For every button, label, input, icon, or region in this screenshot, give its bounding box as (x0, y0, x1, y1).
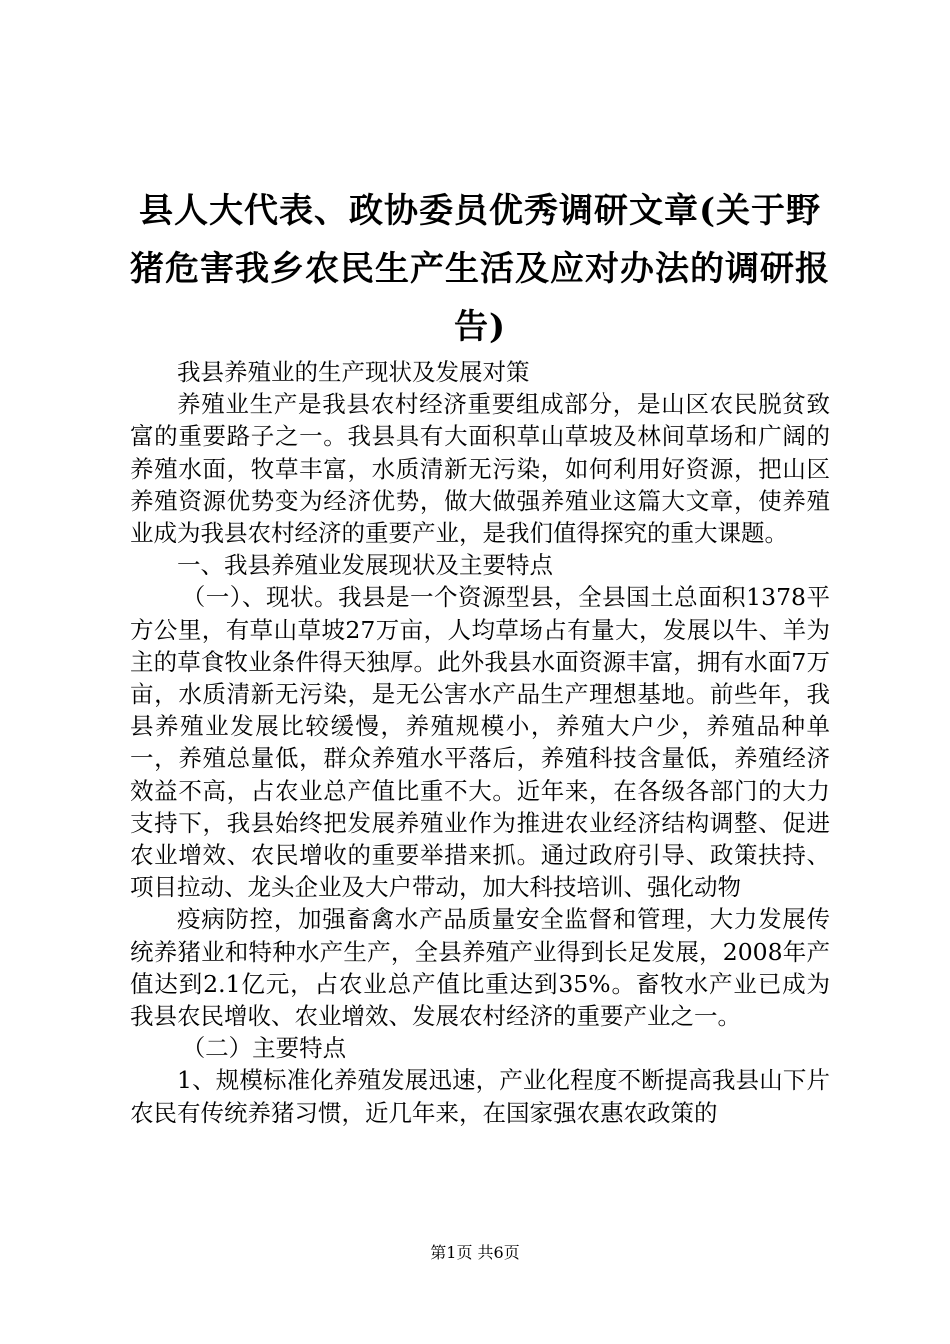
paragraph: 1、规模标准化养殖发展迅速，产业化程度不断提高我县山下片农民有传统养猪习惯，近几年来，在国家强农惠农政策的 (130, 1066, 830, 1127)
document-title: 县人大代表、政协委员优秀调研文章(关于野猪危害我乡农民生产生活及应对办法的调研报告) (130, 191, 830, 347)
paragraph: 养殖业生产是我县农村经济重要组成部分，是山区农民脱贫致富的重要路子之一。我县具有大面积草山草坡及林间草场和广阔的养殖水面，牧草丰富，水质清新无污染，如何利用好资源，把山区养殖资源优势变为经济优势，做大做强养殖业这篇大文章，使养殖业成为我县农村经济的重要产业，是我们值得探究的重大课题。 (130, 390, 830, 548)
page-number: 第1页 共6页 (430, 1243, 520, 1262)
document-body (130, 356, 830, 1129)
section-heading: （二）主要特点 (181, 1034, 347, 1063)
section-heading: 我县养殖业的生产现状及发展对策 (177, 358, 530, 386)
paragraph: 疫病防控，加强畜禽水产品质量安全监督和管理，大力发展传统养猪业和特种水产生产，全县养殖产业得到长足发展，2008年产值达到2.1亿元，占农业总产值比重达到35%。畜牧水产业已成为我县农民增收、农业增效、发展农村经济的重要产业之一。 (130, 905, 830, 1031)
paragraph: （一）、现状。我县是一个资源型县，全县国土总面积1378平方公里，有草山草坡27万亩，人均草场占有量大，发展以牛、羊为主的草食牧业条件得天独厚。此外我县水面资源丰富，拥有水面7万亩，水质清新无污染，是无公害水产品生产理想基地。前些年，我县养殖业发展比较缓慢，养殖规模小，养殖大户少，养殖品种单一，养殖总量低，群众养殖水平落后，养殖科技含量低，养殖经济效益不高，占农业总产值比重不大。近年来，在各级各部门的大力支持下，我县始终把发展养殖业作为推进农业经济结构调整、促进农业增效、农民增收的重要举措来抓。通过政府引导、政策扶持、项目拉动、龙头企业及大户带动，加大科技培训、强化动物 (130, 583, 830, 902)
section-heading: 一、我县养殖业发展现状及主要特点 (177, 551, 553, 580)
